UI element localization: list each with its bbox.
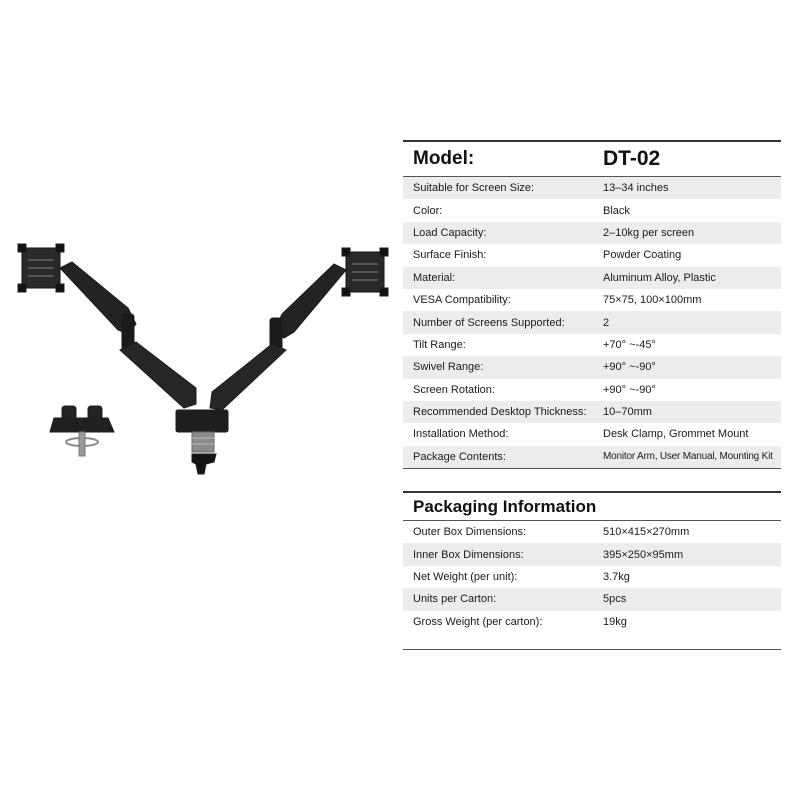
spec-row — [403, 289, 781, 311]
spec-row — [403, 356, 781, 378]
bottom-divider — [403, 649, 781, 650]
left-vesa-plate — [18, 244, 64, 292]
spec-value: 2 — [603, 316, 610, 329]
spec-label: Net Weight (per unit): — [413, 571, 518, 584]
spec-value: Desk Clamp, Grommet Mount — [603, 428, 749, 441]
spec-value: 3.7kg — [603, 571, 630, 584]
spec-label: Swivel Range: — [413, 361, 484, 374]
spec-label: VESA Compatibility: — [413, 294, 511, 307]
spec-value: +90° ~-90° — [603, 383, 656, 396]
dual-monitor-arm-image — [10, 238, 400, 488]
spec-label: Inner Box Dimensions: — [413, 548, 524, 561]
packaging-title: Packaging Information — [413, 496, 597, 516]
model-value: DT-02 — [603, 147, 661, 170]
spec-value: +90° ~-90° — [603, 361, 656, 374]
spec-row — [403, 199, 781, 221]
spec-value: Monitor Arm, User Manual, Mounting Kit — [603, 451, 773, 463]
spec-value: 510×415×270mm — [603, 526, 690, 539]
spec-row — [403, 401, 781, 423]
spec-value: Aluminum Alloy, Plastic — [603, 271, 716, 284]
right-upper-arm — [274, 264, 346, 338]
spec-rows — [403, 177, 781, 468]
spec-row — [403, 177, 781, 199]
model-row — [403, 142, 781, 176]
spec-value: Black — [603, 204, 630, 217]
spec-row — [403, 244, 781, 266]
spec-label: Load Capacity: — [413, 226, 487, 239]
spec-row — [403, 588, 781, 610]
spec-label: Number of Screens Supported: — [413, 316, 565, 329]
spec-label: Material: — [413, 271, 456, 284]
spec-row — [403, 311, 781, 333]
packaging-rows — [403, 521, 781, 633]
spec-label: Installation Method: — [413, 428, 509, 441]
spec-value: 395×250×95mm — [603, 548, 684, 561]
spec-label: Screen Rotation: — [413, 383, 495, 396]
spec-value: 5pcs — [603, 593, 627, 606]
spec-row — [403, 521, 781, 543]
base-mount — [176, 410, 228, 432]
spec-label: Recommended Desktop Thickness: — [413, 406, 587, 419]
spec-value: Powder Coating — [603, 249, 682, 262]
left-lower-arm — [120, 342, 196, 408]
spec-row — [403, 423, 781, 445]
spec-value: 10–70mm — [603, 406, 652, 419]
spec-value: 13–34 inches — [603, 182, 669, 195]
spec-row — [403, 446, 781, 468]
spec-label: Outer Box Dimensions: — [413, 526, 527, 539]
spec-row — [403, 222, 781, 244]
spec-row — [403, 566, 781, 588]
spec-label: Gross Weight (per carton): — [413, 615, 543, 628]
spec-label: Package Contents: — [413, 450, 506, 463]
model-label: Model: — [413, 148, 475, 169]
clamp-knob — [192, 454, 216, 474]
spec-value: 2–10kg per screen — [603, 226, 695, 239]
spec-value: 19kg — [603, 615, 627, 628]
spec-label: Color: — [413, 204, 443, 217]
right-lower-arm — [210, 344, 286, 410]
spec-label: Suitable for Screen Size: — [413, 182, 535, 195]
spec-value: +70° ~-45° — [603, 338, 656, 351]
spec-table — [403, 140, 781, 650]
spec-row — [403, 611, 781, 633]
spec-label: Surface Finish: — [413, 249, 487, 262]
spec-row — [403, 334, 781, 356]
spec-label: Units per Carton: — [413, 593, 497, 606]
right-vesa-plate — [342, 248, 388, 296]
grommet-mount-kit — [50, 406, 114, 456]
spec-row — [403, 267, 781, 289]
spec-row — [403, 379, 781, 401]
spec-label: Tilt Range: — [413, 338, 466, 351]
spec-value: 75×75, 100×100mm — [603, 294, 702, 307]
spec-row — [403, 543, 781, 565]
